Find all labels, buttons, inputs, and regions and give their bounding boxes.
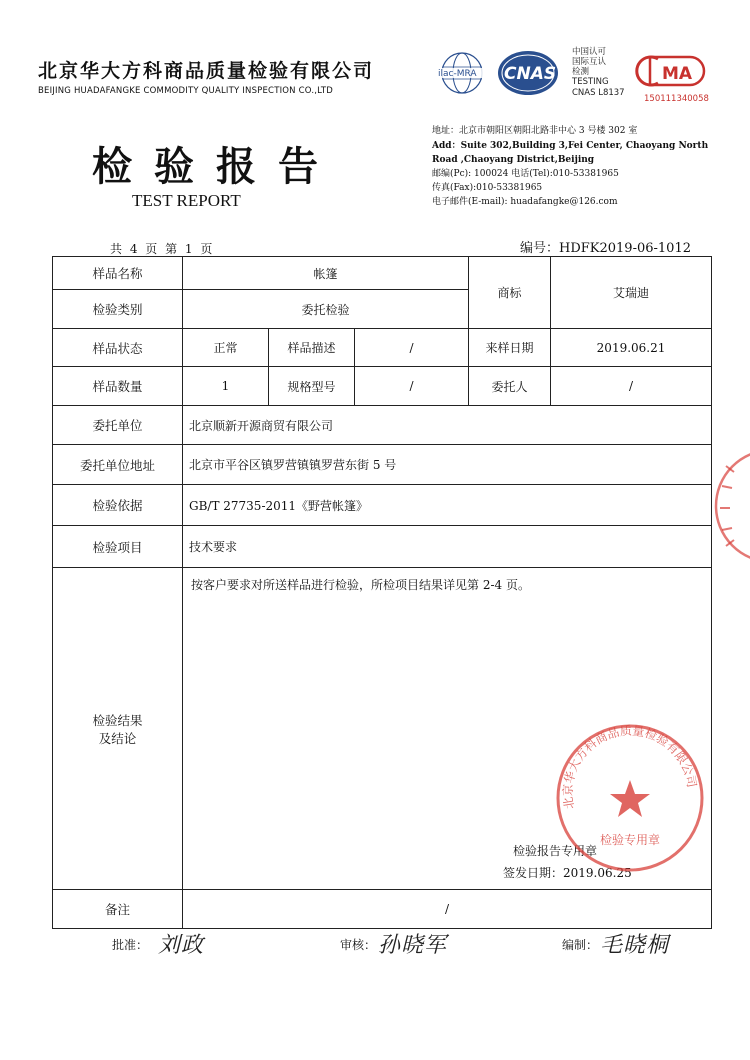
approve-signature: 刘政: [158, 933, 205, 958]
address-line-5: 传真(Fax):010-53381965: [432, 183, 543, 193]
accred-line-1: 中国认可: [572, 47, 607, 57]
accred-line-4: TESTING: [572, 77, 609, 87]
result-label-line-1: 检验结果: [92, 712, 143, 728]
cma-number: 150111340058: [644, 94, 709, 104]
ilac-label: ilac-MRA: [438, 69, 477, 79]
edge-seal-icon: [712, 446, 750, 566]
spec-label: 规格型号: [269, 367, 355, 406]
review-signature: 孙晓军: [378, 933, 448, 958]
report-title-en: TEST REPORT: [132, 191, 241, 210]
client-value: /: [551, 367, 712, 406]
inspect-type-label: 检验类别: [53, 290, 183, 329]
item-value: 技术要求: [183, 526, 712, 568]
address-line-2: Add：Suite 302,Building 3,Fei Center, Chaoyang North: [432, 141, 709, 151]
brand-label: 商标: [469, 257, 551, 329]
qty-label: 样品数量: [53, 367, 183, 406]
cma-label: MA: [662, 64, 693, 84]
remark-value: /: [183, 890, 712, 929]
result-label-line-2: 及结论: [98, 730, 137, 746]
spec-value: /: [355, 367, 469, 406]
company-name-cn: 北京华大方科商品质量检验有限公司: [38, 60, 375, 82]
address-line-4: 邮编(Pc): 100024 电话(Tel):010-53381965: [432, 169, 619, 179]
basis-label: 检验依据: [53, 485, 183, 526]
seal-sub-text: 检验专用章: [600, 833, 661, 847]
arrival-label: 来样日期: [469, 329, 551, 367]
address-line-1: 地址：北京市朝阳区朝阳北路非中心 3 号楼 302 室: [432, 126, 638, 136]
status-label: 样品状态: [53, 329, 183, 367]
unit-addr-label: 委托单位地址: [53, 445, 183, 485]
sign-date: 签发日期：2019.06.25: [503, 866, 632, 880]
approve-label: 批准：: [112, 938, 149, 952]
inspection-seal-icon: [550, 718, 710, 878]
edit-signature: 毛晓桐: [600, 933, 670, 958]
client-label: 委托人: [469, 367, 551, 406]
address-line-6: 电子邮件(E-mail): huadafangke@126.com: [432, 197, 618, 207]
sample-name-value: 帐篷: [183, 257, 469, 290]
page-count: 共 4 页 第 1 页: [110, 242, 215, 256]
address-line-3: Road ,Chaoyang District,Beijing: [432, 155, 595, 165]
unit-addr-value: 北京市平谷区镇罗营镇镇罗营东街 5 号: [183, 445, 712, 485]
unit-value: 北京顺新开源商贸有限公司: [183, 406, 712, 445]
arrival-value: 2019.06.21: [551, 329, 712, 367]
accred-line-5: CNAS L8137: [572, 88, 625, 98]
accred-line-3: 检测: [572, 67, 590, 77]
report-number: 编号：HDFK2019-06-1012: [520, 241, 691, 256]
seal-ring-text: 北京华大方科商品质量检验有限公司: [560, 723, 699, 810]
accred-line-2: 国际互认: [572, 57, 607, 67]
status-value: 正常: [183, 329, 269, 367]
edit-label: 编制：: [562, 938, 599, 952]
result-label: [53, 568, 183, 890]
inspect-type-value: 委托检验: [183, 290, 469, 329]
brand-value: 艾瑞迪: [551, 257, 712, 329]
review-label: 审核：: [340, 938, 377, 952]
desc-label: 样品描述: [269, 329, 355, 367]
desc-value: /: [355, 329, 469, 367]
item-label: 检验项目: [53, 526, 183, 568]
cnas-label: CNAS: [504, 64, 557, 84]
ilac-cnas-cma-logos-icon: [430, 45, 730, 107]
qty-value: 1: [183, 367, 269, 406]
report-title-cn: 检验报告: [92, 143, 340, 190]
unit-label: 委托单位: [53, 406, 183, 445]
result-text: 按客户要求对所送样品进行检验，所检项目结果详见第 2-4 页。: [191, 578, 530, 592]
sample-name-label: 样品名称: [53, 257, 183, 290]
company-name-en: BEIJING HUADAFANGKE COMMODITY QUALITY INSPECTION CO.,LTD: [38, 86, 334, 96]
seal-note: 检验报告专用章: [513, 844, 598, 858]
accreditation-logos: [430, 45, 730, 111]
basis-value: GB/T 27735-2011《野营帐篷》: [183, 485, 712, 526]
remark-label: 备注: [53, 890, 183, 929]
